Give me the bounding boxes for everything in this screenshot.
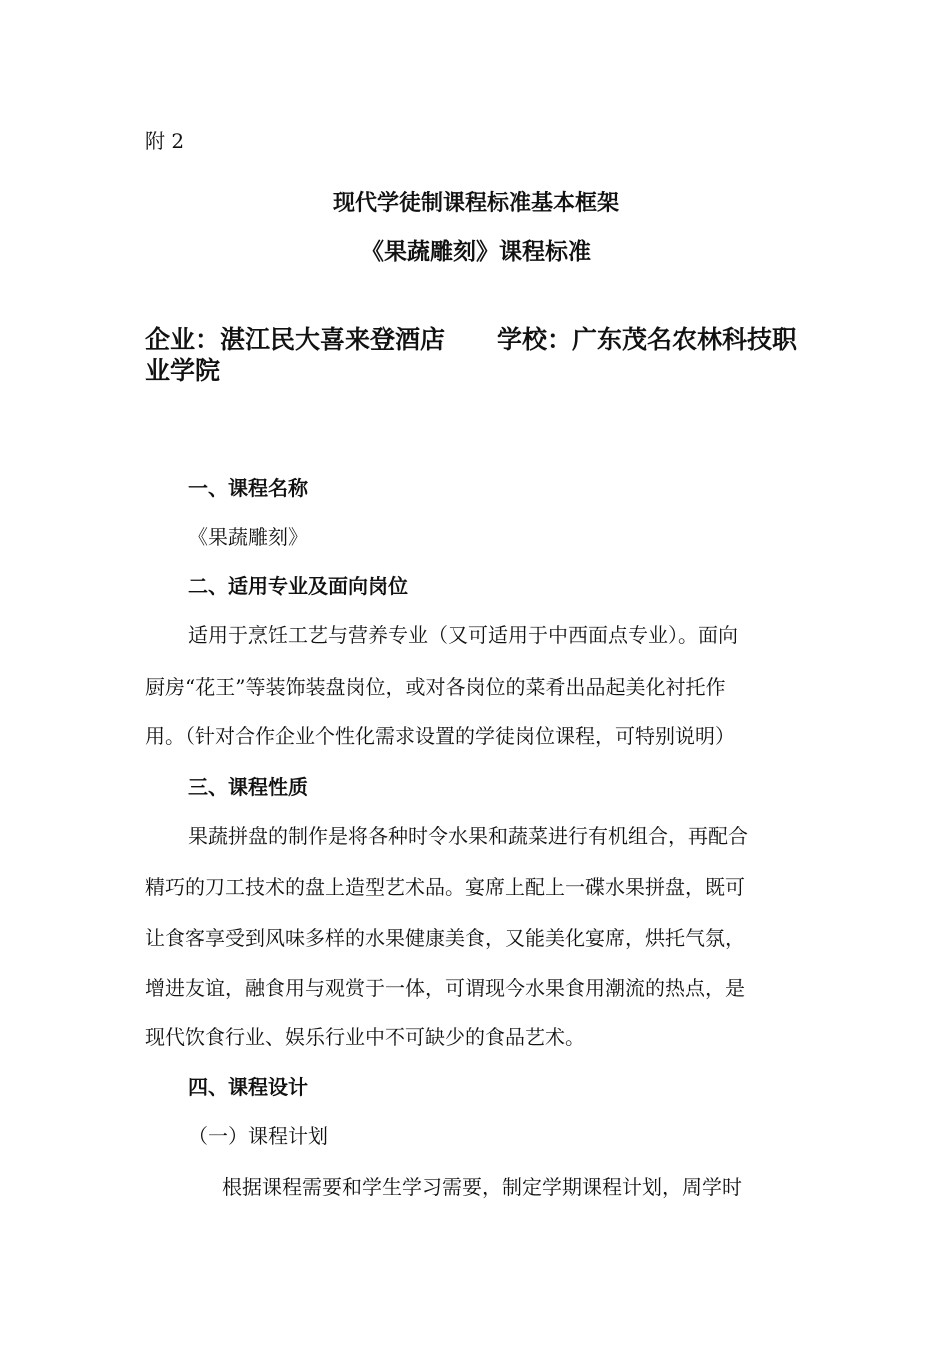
section-2-line: 厨房“花王”等装饰装盘岗位，或对各岗位的菜肴出品起美化衬托作	[145, 675, 726, 699]
document-title: 现代学徒制课程标准基本框架	[332, 190, 619, 216]
section-4-heading: 四、课程设计	[188, 1075, 308, 1099]
section-2-line: 用。（针对合作企业个性化需求设置的学徒岗位课程，可特别说明）	[145, 724, 735, 748]
section-4-text: 根据课程需要和学生学习需要，制定学期课程计划，周学时	[222, 1175, 742, 1199]
section-3-line: 现代饮食行业、娱乐行业中不可缺少的食品艺术。	[145, 1025, 585, 1049]
section-1-heading: 一、课程名称	[188, 476, 308, 500]
enterprise-name: 企业：湛江民大喜来登酒店	[145, 325, 446, 354]
course-name-text: 《果蔬雕刻》	[188, 525, 308, 549]
section-4-subheading: （一）课程计划	[188, 1124, 328, 1148]
section-2-heading: 二、适用专业及面向岗位	[188, 574, 408, 598]
attachment-label: 附 2	[145, 129, 185, 153]
course-title: 《果蔬雕刻》课程标准	[361, 238, 591, 265]
section-2-line: 适用于烹饪工艺与营养专业（又可适用于中西面点专业）。面向	[188, 623, 738, 647]
affiliation-line-1	[145, 324, 797, 355]
section-3-line: 精巧的刀工技术的盘上造型艺术品。宴席上配上一碟水果拼盘，既可	[145, 875, 745, 899]
section-3-line: 果蔬拼盘的制作是将各种时令水果和蔬菜进行有机组合，再配合	[188, 824, 748, 848]
section-3-line: 增进友谊，融食用与观赏于一体，可谓现今水果食用潮流的热点，是	[145, 976, 745, 1000]
section-3-heading: 三、课程性质	[188, 775, 308, 799]
school-name-part2: 业学院	[145, 356, 221, 385]
school-name-part1: 学校：广东茂名农林科技职	[497, 325, 798, 354]
section-3-line: 让食客享受到风味多样的水果健康美食，又能美化宴席，烘托气氛，	[145, 926, 745, 950]
affiliation-block	[145, 324, 797, 386]
